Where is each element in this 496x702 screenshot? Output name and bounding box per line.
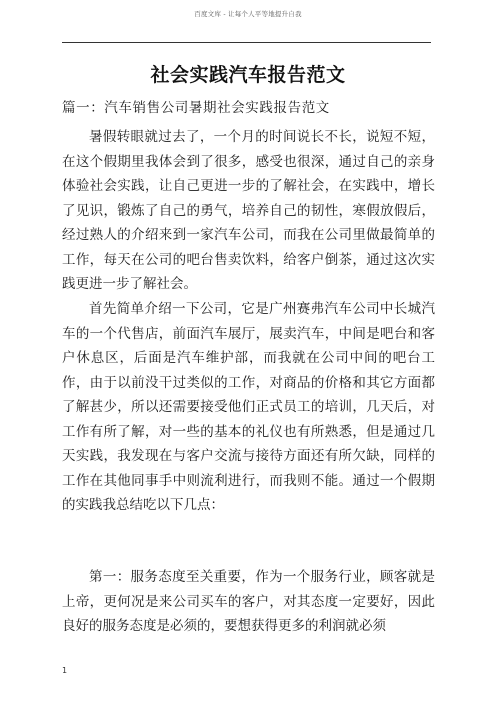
section-heading: 篇一：汽车销售公司暑期社会实践报告范文 xyxy=(62,100,330,116)
body-paragraph: 暑假转眼就过去了，一个月的时间说长不长，说短不短，在这个假期里我体会到了很多，感受也很深，通过自己的亲身体验社会实践，让自己更进一步的了解社会，在实践中，增长了见识，锻炼了自己的勇气，培养自己的韧性，寒假放假后，经过熟人的介绍来到一家汽车公司，而我在公司里做最简单的工作，每天在公司的吧台售卖饮料，给客户倒茶，通过这次实践更进一步了解社会。 xyxy=(62,129,435,292)
page-number: 1 xyxy=(62,666,68,675)
header-divider xyxy=(62,42,431,43)
body-paragraph: 首先简单介绍一下公司，它是广州赛弗汽车公司中长城汽车的一个代售店，前面汽车展厅，展卖汽车，中间是吧台和客户休息区，后面是汽车维护部，而我就在公司中间的吧台工作，由于以前没干过类似的工作，对商品的价格和其它方面都了解甚少，所以还需要接受他们正式员工的培训，几天后，对工作有所了解，对一些的基本的礼仪也有所熟悉，但是通过几天实践，我发现在与客户交流与接待方面还有所欠缺，同样的工作在其他同事手中则流利进行，而我则不能。通过一个假期的实践我总结吃以下几点： xyxy=(62,301,435,513)
page-header: 百度文库 - 让每个人平等地提升自我 xyxy=(194,10,302,18)
body-paragraph: 第一：服务态度至关重要，作为一个服务行业，顾客就是上帝，更何况是来公司买车的客户，对其态度一定要好，因此良好的服务态度是必须的，要想获得更多的利润就必须 xyxy=(62,569,435,634)
document-title: 社会实践汽车报告范文 xyxy=(150,64,346,86)
